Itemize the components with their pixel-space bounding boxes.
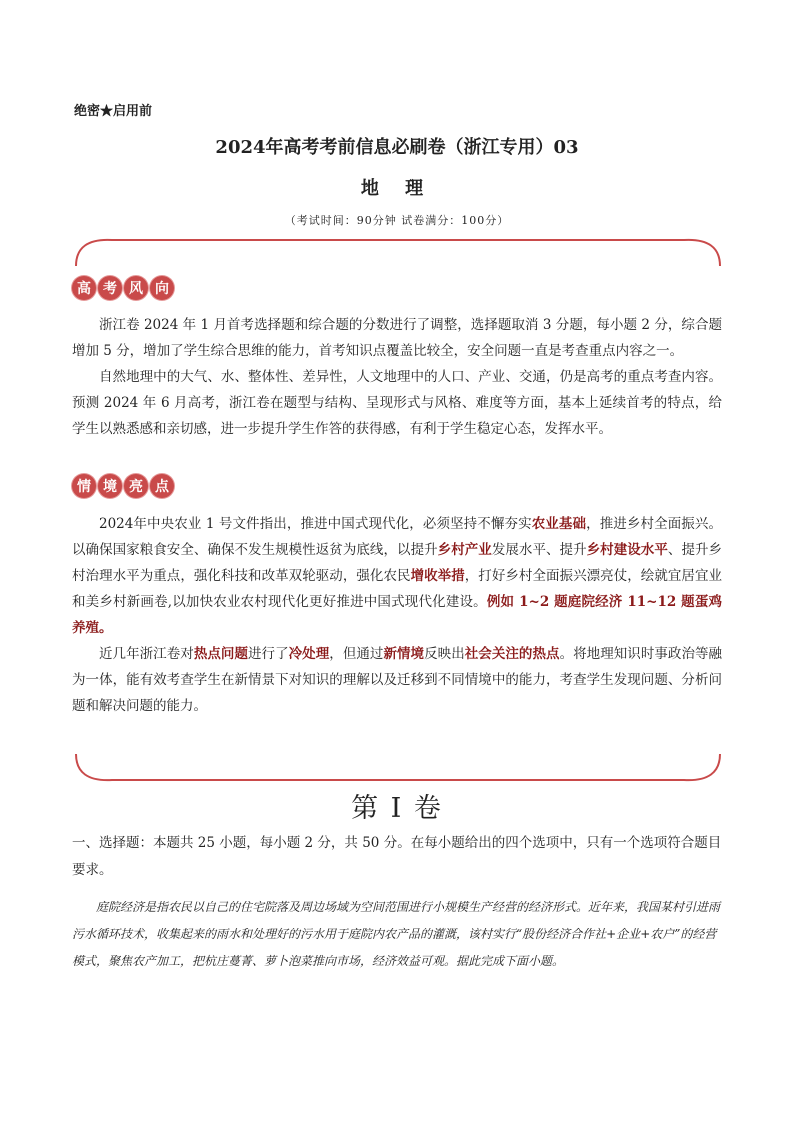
body-text: ，打好乡村全面振兴漂亮仗，绘就宜居宜业和美乡村新画卷,以加快农业农村现代化更好推进中国式现代化建设。 [72,568,723,610]
body-text: 发展水平、提升 [491,542,587,558]
trend-stamp-char: 风 [124,276,148,300]
body-text: 进行了 [248,646,289,662]
highlight-stamp-char: 情 [72,474,96,498]
trend-stamp-char: 高 [72,276,96,300]
highlights-heading [72,474,174,498]
trend-text [72,312,722,442]
passage-text: 庭院经济是指农民以自己的住宅院落及周边场域为空间范围进行小规模生产经营的经济形式。近年来，我国某村引进雨污水循环技术，收集起来的雨水和处理好的污水用于庭院内农产品的灌溉，该村实行“股份经济合作社+企业+农户”的经营模式，聚焦农产加工，把杭庄蔓菁、萝卜泡菜推向市场，经济效益可观。据此完成下面小题。 [72,900,721,968]
highlight-paragraph-2 [72,641,722,719]
trend-stamp-char: 向 [150,276,174,300]
highlight-keyword: 乡村产业 [437,542,492,558]
body-text: 近几年浙江卷对 [99,646,194,662]
exam-info: （考试时间：90分钟 试卷满分：100分） [284,214,510,227]
highlight-stamp-char: 亮 [124,474,148,498]
body-text: 。将地理知识时事政治等融为一体，能有效考查学生在新情景下对知识的理解以及迁移到不同情境中的能力，考查学生发现问题、分析问题和解决问题的能力。 [72,646,723,714]
body-text: 、提升乡村治理水平为重点，强化科技和改革双轮驱动，强化农民 [72,542,723,584]
part-title: 第 I 卷 [351,793,443,824]
section-instructions: 一、选择题：本题共 25 小题，每小题 2 分，共 50 分。在每小题给出的四个选项中，只有一个选项符合题目要求。 [72,835,722,878]
body-text: ，但通过 [329,646,384,662]
highlight-keyword: 增收举措 [410,568,465,584]
highlight-keyword: 新情境 [383,646,425,662]
highlights-text [72,511,722,719]
highlight-keyword: 例如 1~2 题庭院经济 11~12 题蛋鸡养殖。 [72,594,722,636]
highlight-keyword: 社会关注的热点 [464,646,560,662]
question-passage [72,894,722,975]
trend-paragraph-1: 浙江卷 2024 年 1 月首考选择题和综合题的分数进行了调整，选择题取消 3 分题，每小题 2 分，综合题增加 5 分，增加了学生综合思维的能力，首考知识点覆盖比较全，安全问题一直是考查重点内容之一。 [72,317,722,359]
trend-stamp-char: 考 [98,276,122,300]
body-text: 反映出 [424,646,465,662]
highlight-keyword: 热点问题 [193,646,248,662]
confidential-label: 绝密★启用前 [74,104,153,119]
highlight-paragraph-1 [72,511,722,641]
trend-heading [72,276,174,300]
body-text: ，推进乡村全面振兴。以确保国家粮食安全、确保不发生规模性返贫为底线，以提升 [72,516,723,558]
body-text: 2024年中央农业 1 号文件指出，推进中国式现代化，必须坚持不懈夯实 [99,516,532,532]
trend-paragraph-2: 自然地理中的大气、水、整体性、差异性，人文地理中的人口、产业、交通，仍是高考的重点考查内容。预测 2024 年 6 月高考，浙江卷在题型与结构、呈现形式与风格、难度等方面，基本上延续首考的特点，给学生以熟悉感和亲切感，进一步提升学生作答的获得感，有利于学生稳定心态，发挥水平。 [72,369,722,437]
highlight-keyword: 农业基础 [531,516,587,532]
highlight-stamp-char: 境 [98,474,122,498]
exam-title: 2024年高考考前信息必刷卷（浙江专用）03 [215,137,579,158]
highlight-keyword: 冷处理 [288,646,330,662]
highlight-stamp-char: 点 [150,474,174,498]
subject-title: 地 理 [360,178,434,199]
highlight-keyword: 乡村建设水平 [586,542,668,558]
